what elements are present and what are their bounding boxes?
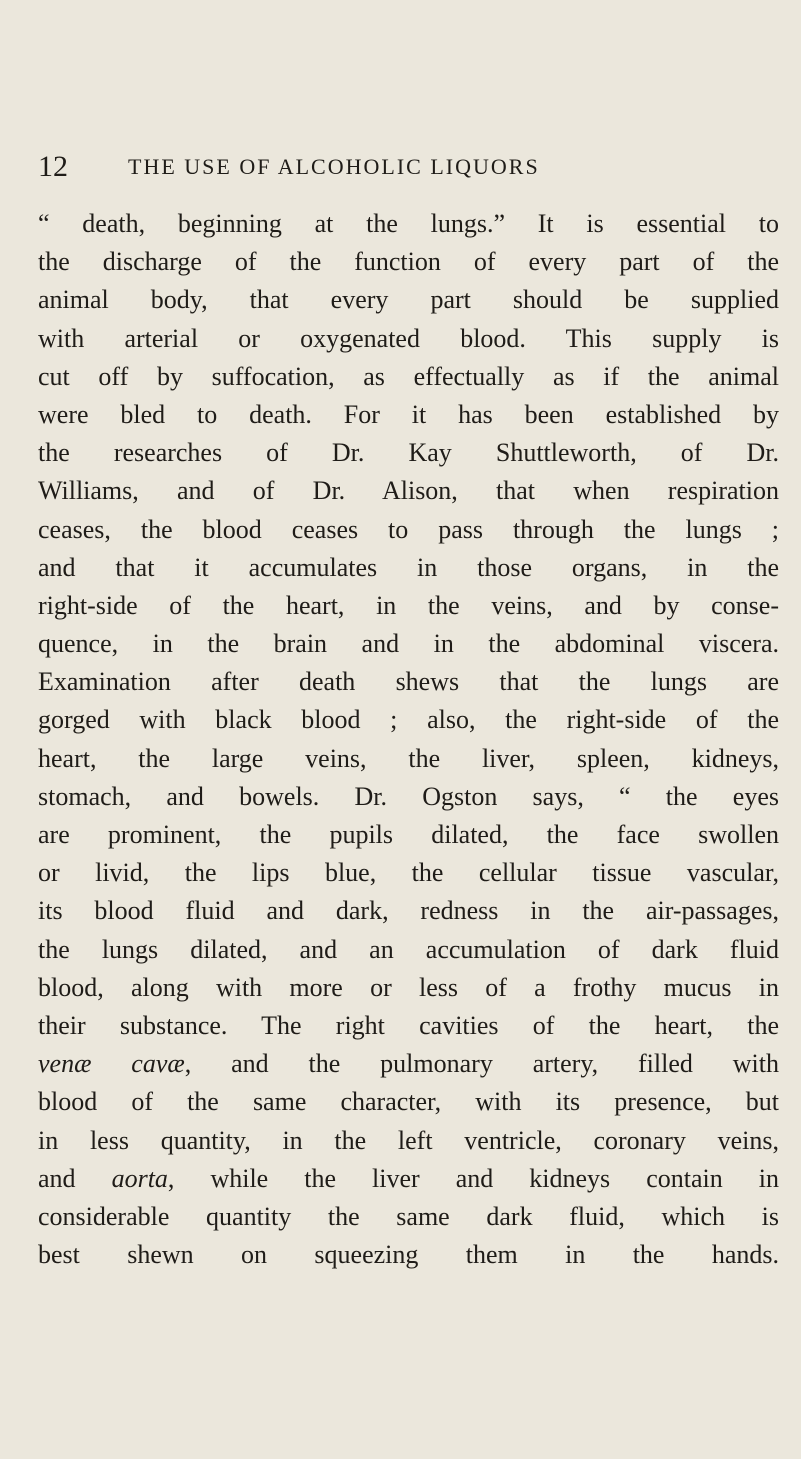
text-segment: ceases, the blood ceases to pass through the lungs ; [38, 514, 779, 544]
text-segment: are prominent, the pupils dilated, the face swollen [38, 820, 779, 849]
text-line [38, 320, 779, 358]
text-segment: in less quantity, in the left ventricle, coronary veins, [38, 1125, 779, 1155]
text-line [38, 549, 779, 587]
text-segment: animal body, that every part should be supplied [38, 285, 779, 315]
text-line [38, 969, 779, 1007]
running-title: THE USE OF ALCOHOLIC LIQUORS [128, 154, 540, 179]
text-segment: right-side of the heart, in the veins, and by conse- [38, 590, 779, 620]
text-segment: with arterial or oxygenated blood. This supply is [38, 323, 779, 353]
text-line [38, 358, 779, 396]
text-line [38, 701, 779, 739]
text-segment: considerable quantity the same dark fluid, which is [38, 1201, 779, 1231]
text-line [38, 205, 779, 243]
text-line [38, 472, 779, 510]
text-segment: , while the liver and kidneys contain in [167, 1163, 779, 1193]
text-segment: , and the pulmonary artery, filled with [184, 1049, 779, 1079]
text-segment: their substance. The right cavities of the heart, the [38, 1010, 779, 1040]
text-segment: were bled to death. For it has been established by [38, 399, 779, 429]
text-line [38, 1083, 779, 1121]
text-line [38, 778, 779, 816]
text-line [38, 1007, 779, 1045]
text-segment: heart, the large veins, the liver, spleen, kidneys, [38, 743, 779, 773]
text-segment: Examination after death shews that the lungs are [38, 667, 779, 697]
text-line [38, 1198, 779, 1236]
text-line [38, 511, 779, 549]
text-segment: cut off by suffocation, as effectually as if the animal [38, 361, 779, 391]
text-line [38, 1160, 779, 1198]
text-segment: quence, in the brain and in the abdominal viscera. [38, 629, 779, 659]
text-line [38, 1045, 779, 1083]
text-segment: and [38, 1163, 112, 1193]
text-line [38, 931, 779, 969]
text-line [38, 625, 779, 663]
text-line [38, 434, 779, 472]
italic-text: venæ cavæ [38, 1049, 185, 1079]
page-number: 12 [38, 150, 68, 183]
text-segment: or livid, the lips blue, the cellular tissue vascular, [38, 858, 779, 888]
text-line [38, 1122, 779, 1160]
text-segment: gorged with black blood ; also, the right-side of the [38, 705, 779, 735]
text-line [38, 663, 779, 701]
text-segment: “ death, beginning at the lungs.” It is essential to [38, 209, 779, 238]
text-segment: Williams, and of Dr. Alison, that when respiration [38, 476, 779, 506]
text-line [38, 892, 779, 930]
text-segment: stomach, and bowels. Dr. Ogston says, “ the eyes [38, 781, 779, 811]
text-line [38, 1236, 779, 1274]
running-head [38, 147, 779, 187]
text-line [38, 816, 779, 854]
text-segment: blood of the same character, with its presence, but [38, 1087, 779, 1117]
text-line [38, 587, 779, 625]
italic-text: aorta [111, 1163, 168, 1193]
text-segment: best shewn on squeezing them in the hands. [38, 1240, 779, 1270]
text-line [38, 243, 779, 281]
text-line [38, 740, 779, 778]
body-text [38, 205, 779, 1274]
text-segment: the lungs dilated, and an accumulation of dark fluid [38, 934, 779, 964]
text-segment: blood, along with more or less of a frothy mucus in [38, 972, 779, 1002]
text-line [38, 854, 779, 892]
text-line [38, 281, 779, 319]
text-segment: its blood fluid and dark, redness in the air-passages, [38, 896, 779, 926]
text-segment: and that it accumulates in those organs, in the [38, 552, 779, 582]
text-segment: the researches of Dr. Kay Shuttleworth, of Dr. [38, 438, 779, 468]
text-line [38, 396, 779, 434]
text-segment: the discharge of the function of every part of the [38, 247, 779, 277]
